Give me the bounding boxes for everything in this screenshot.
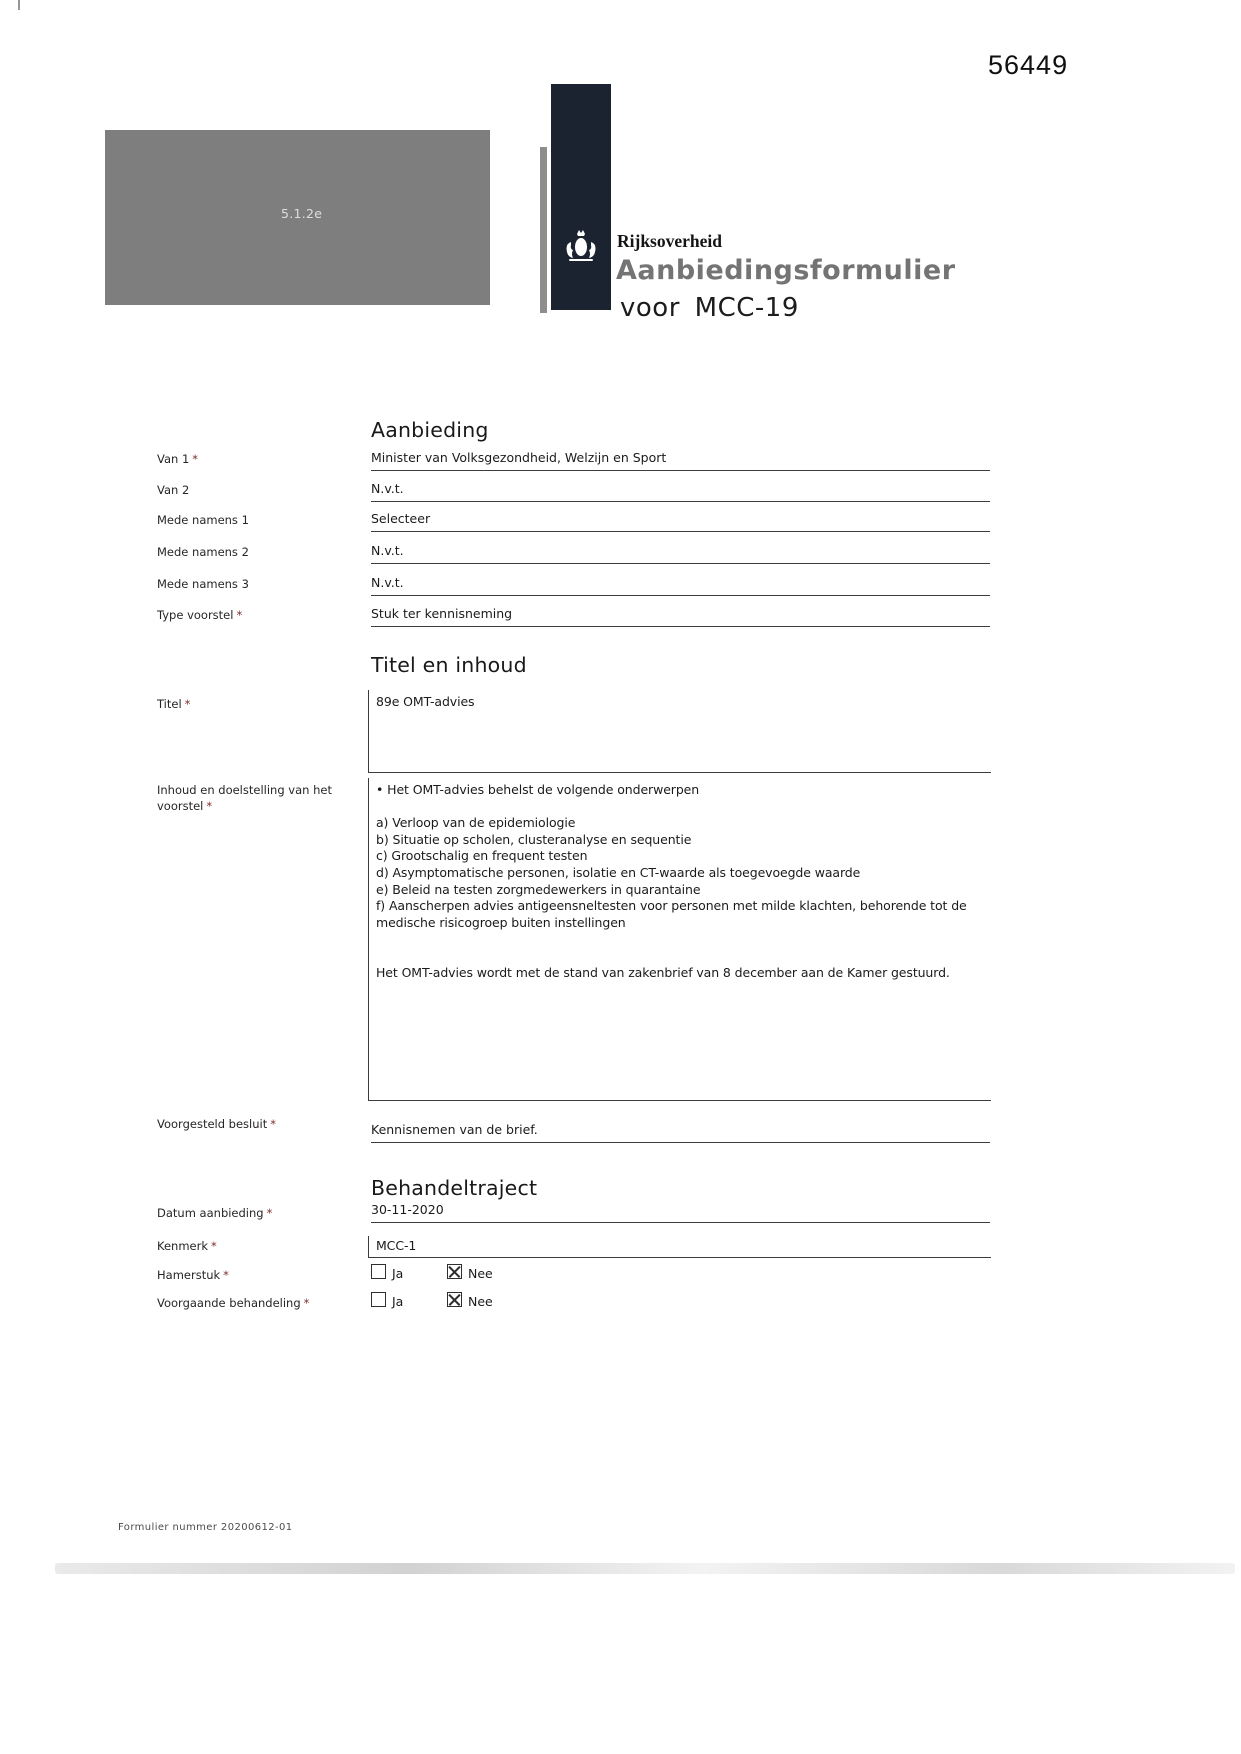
redaction-box xyxy=(105,130,490,305)
field-value-mede-namens-3: N.v.t. xyxy=(371,575,990,596)
inhoud-line: d) Asymptomatische personen, isolatie en CT-waarde als toegevoegde waarde xyxy=(376,864,861,880)
required-asterisk: * xyxy=(184,697,191,711)
required-asterisk: * xyxy=(206,799,213,813)
field-value-voorgesteld-besluit: Kennisnemen van de brief. xyxy=(371,1122,990,1143)
form-title: Aanbiedingsformulier xyxy=(616,255,956,286)
required-asterisk: * xyxy=(211,1239,217,1253)
inhoud-line xyxy=(376,948,987,965)
field-label-titel: Titel * xyxy=(157,697,191,711)
required-asterisk: * xyxy=(236,608,243,622)
section-heading-behandeltraject: Behandeltraject xyxy=(371,1176,538,1200)
field-value-van2: N.v.t. xyxy=(371,481,990,502)
inhoud-line xyxy=(376,931,987,948)
field-label-kenmerk: Kenmerk * xyxy=(157,1239,217,1253)
field-label-mede-namens-2: Mede namens 2 xyxy=(157,545,249,559)
field-label-voorgesteld-besluit: Voorgesteld besluit * xyxy=(157,1117,276,1131)
kenmerk-value: MCC-1 xyxy=(376,1238,417,1253)
hamerstuk-option-ja-label: Ja xyxy=(392,1266,404,1281)
field-value-type-voorstel: Stuk ter kennisneming xyxy=(371,606,990,627)
voorgaande-behandeling-checkbox-nee xyxy=(447,1292,462,1307)
required-asterisk: * xyxy=(303,1296,310,1310)
inhoud-line: b) Situatie op scholen, clusteranalyse en sequentie xyxy=(376,831,692,847)
inhoud-line: c) Grootschalig en frequent testen xyxy=(376,848,588,864)
field-box-inhoud xyxy=(368,778,991,1101)
section-heading-aanbieding: Aanbieding xyxy=(371,418,489,442)
logo-wordmark: Rijksoverheid xyxy=(617,231,722,251)
field-label-mede-namens-3: Mede namens 3 xyxy=(157,577,249,591)
form-subtitle: voor MCC-19 xyxy=(620,293,799,323)
field-label-van1: Van 1 * xyxy=(157,452,199,466)
field-label-mede-namens-1: Mede namens 1 xyxy=(157,513,249,527)
inhoud-line: Het OMT-advies wordt met de stand van zakenbrief van 8 december aan de Kamer gestuurd. xyxy=(376,964,950,980)
hamerstuk-option-nee-label: Nee xyxy=(468,1266,493,1281)
hamerstuk-checkbox-nee xyxy=(447,1264,462,1279)
field-box-kenmerk xyxy=(368,1236,991,1258)
inhoud-line xyxy=(376,799,987,816)
field-value-mede-namens-1: Selecteer xyxy=(371,511,990,532)
field-value-van1: Minister van Volksgezondheid, Welzijn en Sport xyxy=(371,450,990,471)
field-label-type-voorstel: Type voorstel * xyxy=(157,608,243,622)
scan-artifact-strip xyxy=(540,147,547,313)
inhoud-line: • Het OMT-advies behelst de volgende onderwerpen xyxy=(376,782,700,797)
titel-value: 89e OMT-advies xyxy=(376,694,475,709)
field-label-van2: Van 2 xyxy=(157,483,190,497)
page-footer: Formulier nummer 20200612-01 xyxy=(118,1522,293,1533)
required-asterisk: * xyxy=(270,1117,276,1131)
redaction-code-label: 5.1.2e xyxy=(281,206,323,221)
hamerstuk-checkbox-ja xyxy=(371,1264,386,1279)
voorgaande-behandeling-checkbox-ja xyxy=(371,1292,386,1307)
scan-artifact-corner xyxy=(18,0,20,10)
document-number: 56449 xyxy=(988,50,1069,80)
page-edge-shadow xyxy=(55,1563,1235,1574)
section-heading-titel-en-inhoud: Titel en inhoud xyxy=(371,653,527,677)
inhoud-line: e) Beleid na testen zorgmedewerkers in quarantaine xyxy=(376,881,701,897)
inhoud-line: medische risicogroep buiten instellingen xyxy=(376,914,626,930)
field-label-voorgaande-behandeling: Voorgaande behandeling * xyxy=(157,1296,310,1310)
voorgaande-behandeling-option-nee-label: Nee xyxy=(468,1294,493,1309)
logo-banner xyxy=(551,84,611,310)
field-value-mede-namens-2: N.v.t. xyxy=(371,543,990,564)
inhoud-line: f) Aanscherpen advies antigeensneltesten voor personen met milde klachten, behorende tot de xyxy=(376,898,967,914)
inhoud-line: a) Verloop van de epidemiologie xyxy=(376,815,576,831)
required-asterisk: * xyxy=(266,1206,273,1220)
field-value-datum-aanbieding: 30-11-2020 xyxy=(371,1202,990,1223)
field-label-inhoud: Inhoud en doelstelling van het voorstel * xyxy=(157,783,332,813)
field-label-datum-aanbieding: Datum aanbieding * xyxy=(157,1206,273,1220)
field-label-hamerstuk: Hamerstuk * xyxy=(157,1268,229,1282)
voorgaande-behandeling-option-ja-label: Ja xyxy=(392,1294,404,1309)
required-asterisk: * xyxy=(192,452,199,466)
required-asterisk: * xyxy=(223,1268,229,1282)
rijksoverheid-crest-icon xyxy=(557,228,605,268)
field-box-titel xyxy=(368,690,991,773)
